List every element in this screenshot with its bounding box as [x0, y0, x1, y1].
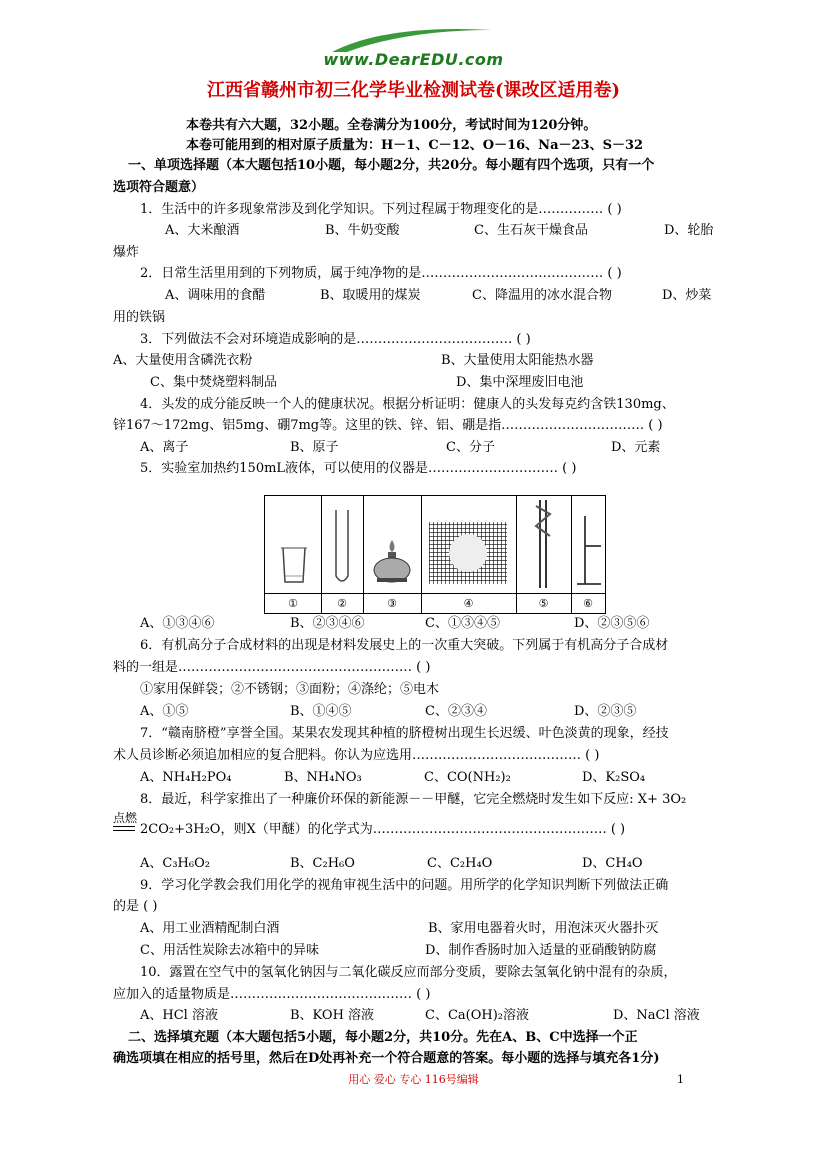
q4-stem-cont: 锌167～172mg、铝5mg、硼7mg等。这里的铁、锌、铝、硼是指…………………………… ( ) [113, 418, 663, 433]
q10-option-d[interactable]: D、NaCl 溶液 [613, 1008, 700, 1023]
q10-option-a[interactable]: A、HCl 溶液 [140, 1008, 218, 1023]
q9-option-a[interactable]: A、用工业酒精配制白酒 [140, 921, 280, 936]
section1-heading-cont: 选项符合题意） [113, 180, 205, 195]
q10-stem: 10．露置在空气中的氢氧化钠因与二氧化碳反应而部分变质，要除去氢氧化钠中混有的杂质， [140, 965, 677, 980]
q9-option-c[interactable]: C、用活性炭除去冰箱中的异味 [140, 943, 319, 958]
q5-option-c[interactable]: C、①③④⑤ [425, 616, 500, 631]
q6-items: ①家用保鲜袋；②不锈钢；③面粉；④涤纶；⑤电木 [140, 682, 440, 697]
q8-condition: 点燃 [113, 811, 138, 825]
q8-option-c[interactable]: C、C₂H₄O [427, 856, 493, 871]
q8-option-d[interactable]: D、CH₄O [582, 856, 643, 871]
q5-option-d[interactable]: D、②③⑤⑥ [574, 616, 650, 631]
page-number: 1 [677, 1073, 684, 1086]
q1-option-a[interactable]: A、大米酿酒 [165, 223, 240, 238]
q6-stem-cont: 料的一组是……………………………………………… ( ) [113, 660, 431, 675]
q4-option-d[interactable]: D、元素 [611, 440, 661, 455]
q8-stem-cont: 2CO₂+3H₂O，则X（甲醚）的化学式为……………………………………………… ( ) [140, 822, 626, 837]
q1-option-d[interactable]: D、轮胎 [664, 223, 714, 238]
q5-option-a[interactable]: A、①③④⑥ [140, 616, 215, 631]
q1-stem: 1．生活中的许多现象常涉及到化学知识。下列过程属于物理变化的是…………… ( ) [140, 202, 622, 217]
q2-option-d[interactable]: D、炒菜 [662, 288, 712, 303]
q5-option-b[interactable]: B、②③④⑥ [290, 616, 365, 631]
q9-option-b[interactable]: B、家用电器着火时，用泡沫灭火器扑灭 [428, 921, 659, 936]
q7-option-d[interactable]: D、K₂SO₄ [582, 770, 646, 785]
page-footer: 用心 爱心 专心 116号编辑 [348, 1073, 479, 1086]
q1-option-d-cont: 爆炸 [113, 245, 140, 260]
section1-heading: 一、单项选择题（本大题包括10小题，每小题2分，共20分。每小题有四个选项，只有一个 [128, 158, 655, 173]
q8-option-b[interactable]: B、C₂H₆O [290, 856, 355, 871]
figure-label-4: ④ [421, 593, 517, 614]
beaker-figure [265, 496, 322, 593]
q7-option-b[interactable]: B、NH₄NO₃ [284, 770, 362, 785]
iron-stand-figure [571, 496, 605, 593]
q2-option-c[interactable]: C、降温用的冰水混合物 [472, 288, 612, 303]
q6-stem: 6．有机高分子合成材料的出现是材料发展史上的一次重大突破。下列属于有机高分子合成材 [140, 638, 669, 653]
q2-option-d-cont: 用的铁锅 [113, 310, 166, 325]
q6-option-d[interactable]: D、②③⑤ [574, 704, 637, 719]
q9-stem-cont: 的是 ( ) [113, 899, 158, 914]
q9-option-d[interactable]: D、制作香肠时加入适量的亚硝酸钠防腐 [425, 943, 657, 958]
q7-option-a[interactable]: A、NH₄H₂PO₄ [140, 770, 232, 785]
q4-option-c[interactable]: C、分子 [446, 440, 495, 455]
test-tube-figure [321, 496, 364, 593]
q7-stem: 7．“赣南脐橙”享誉全国。某果农发现其种植的脐橙树出现生长迟缓、叶色淡黄的现象，经技 [140, 726, 669, 741]
q4-option-b[interactable]: B、原子 [290, 440, 339, 455]
figure-label-5: ⑤ [516, 593, 572, 614]
alcohol-lamp-figure [363, 496, 422, 593]
q5-stem: 5．实验室加热约150mL液体，可以使用的仪器是………………………… ( ) [140, 461, 577, 476]
q8-stem: 8．最近，科学家推出了一种廉价环保的新能源－－甲醚，它完全燃烧时发生如下反应: X+ 3O₂ [140, 792, 687, 807]
q1-option-c[interactable]: C、生石灰干燥食品 [474, 223, 588, 238]
q6-option-c[interactable]: C、②③④ [425, 704, 487, 719]
q10-option-b[interactable]: B、KOH 溶液 [290, 1008, 375, 1023]
figure-label-3: ③ [363, 593, 422, 614]
q6-option-a[interactable]: A、①⑤ [140, 704, 189, 719]
figure-label-1: ① [265, 593, 322, 614]
q7-stem-cont: 术人员诊断必须追加相应的复合肥料。你认为应选用………………………………… ( ) [113, 748, 600, 763]
page-title: 江西省赣州市初三化学毕业检测试卷(课改区适用卷) [206, 80, 621, 101]
q2-stem: 2．日常生活里用到的下列物质，属于纯净物的是…………………………………… ( ) [140, 266, 622, 281]
wire-gauze-figure [421, 496, 517, 593]
q2-option-a[interactable]: A、调味用的食醋 [165, 288, 266, 303]
q3-option-a[interactable]: A、大量使用含磷洗衣粉 [113, 353, 253, 368]
q2-option-b[interactable]: B、取暖用的煤炭 [320, 288, 421, 303]
q10-stem-cont: 应加入的适量物质是…………………………………… ( ) [113, 987, 431, 1002]
q3-stem: 3．下列做法不会对环境造成影响的是……………………………… ( ) [140, 332, 531, 347]
q3-option-d[interactable]: D、集中深埋废旧电池 [456, 375, 584, 390]
figure-label-6: ⑥ [571, 593, 605, 614]
q3-option-b[interactable]: B、大量使用太阳能热水器 [441, 353, 594, 368]
q5-apparatus-figure [264, 495, 606, 614]
q7-option-c[interactable]: C、CO(NH₂)₂ [424, 770, 511, 785]
q8-reaction-sign [113, 826, 135, 831]
section2-heading-cont: 确选项填在相应的括号里，然后在D处再补充一个符合题意的答案。每小题的选择与填充各1分) [113, 1051, 660, 1066]
q8-option-a[interactable]: A、C₃H₆O₂ [140, 856, 210, 871]
figure-label-2: ② [321, 593, 364, 614]
q4-option-a[interactable]: A、离子 [140, 440, 189, 455]
q3-option-c[interactable]: C、集中焚烧塑料制品 [150, 375, 277, 390]
site-url[interactable]: www.DearEDU.com [323, 50, 504, 69]
q6-option-b[interactable]: B、①④⑤ [290, 704, 352, 719]
q9-stem: 9．学习化学教会我们用化学的视角审视生活中的问题。用所学的化学知识判断下列做法正确 [140, 878, 669, 893]
intro-line-2: 本卷可能用到的相对原子质量为：H－1、C－12、O－16、Na－23、S－32 [186, 138, 644, 153]
intro-line-1: 本卷共有六大题，32小题。全卷满分为100分，考试时间为120分钟。 [186, 118, 597, 133]
section2-heading: 二、选择填充题（本大题包括5小题，每小题2分，共10分。先在A、B、C中选择一个正 [128, 1030, 638, 1045]
q10-option-c[interactable]: C、Ca(OH)₂溶液 [425, 1008, 529, 1023]
q4-stem: 4．头发的成分能反映一个人的健康状况。根据分析证明：健康人的头发每克约含铁130mg、 [140, 397, 675, 412]
q1-option-b[interactable]: B、牛奶变酸 [325, 223, 400, 238]
test-tube-holder-figure [516, 496, 572, 593]
